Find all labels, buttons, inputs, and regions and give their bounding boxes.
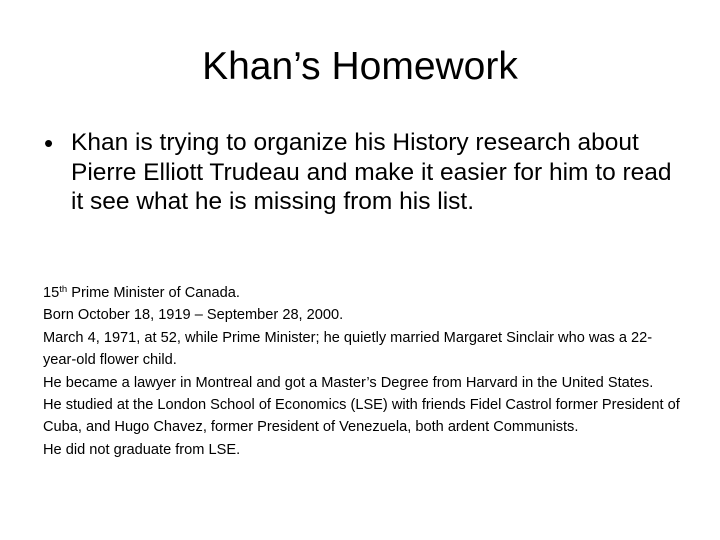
bullet-dot-icon: • bbox=[44, 128, 54, 158]
note-ordinal-suffix: th bbox=[59, 284, 68, 295]
note-prime-minister-text: Prime Minister of Canada. bbox=[67, 285, 240, 301]
bullet-list bbox=[44, 128, 684, 217]
note-line-married: March 4, 1971, at 52, while Prime Minister; he quietly married Margaret Sinclair who was a 22-year-old flower child. bbox=[43, 329, 653, 369]
slide-title: Khan’s Homework bbox=[202, 45, 518, 88]
note-ordinal-number: 15 bbox=[43, 285, 60, 301]
note-line-prime-minister bbox=[43, 282, 683, 304]
research-notes bbox=[43, 282, 683, 461]
bullet-item: Khan is trying to organize his History research about Pierre Elliott Trudeau and make it easier for him to read it see what he is missing from his list. bbox=[71, 129, 672, 215]
note-line-lawyer: He became a lawyer in Montreal and got a Master’s Degree from Harvard in the United States. bbox=[43, 374, 654, 391]
note-line-lse: He studied at the London School of Economics (LSE) with friends Fidel Castrol former President of Cuba, and Hugo Chavez, former President of Venezuela, both ardent Communists. bbox=[43, 397, 680, 436]
note-line-born: Born October 18, 1919 – September 28, 2000. bbox=[43, 307, 344, 324]
note-line-graduate: He did not graduate from LSE. bbox=[43, 441, 241, 458]
